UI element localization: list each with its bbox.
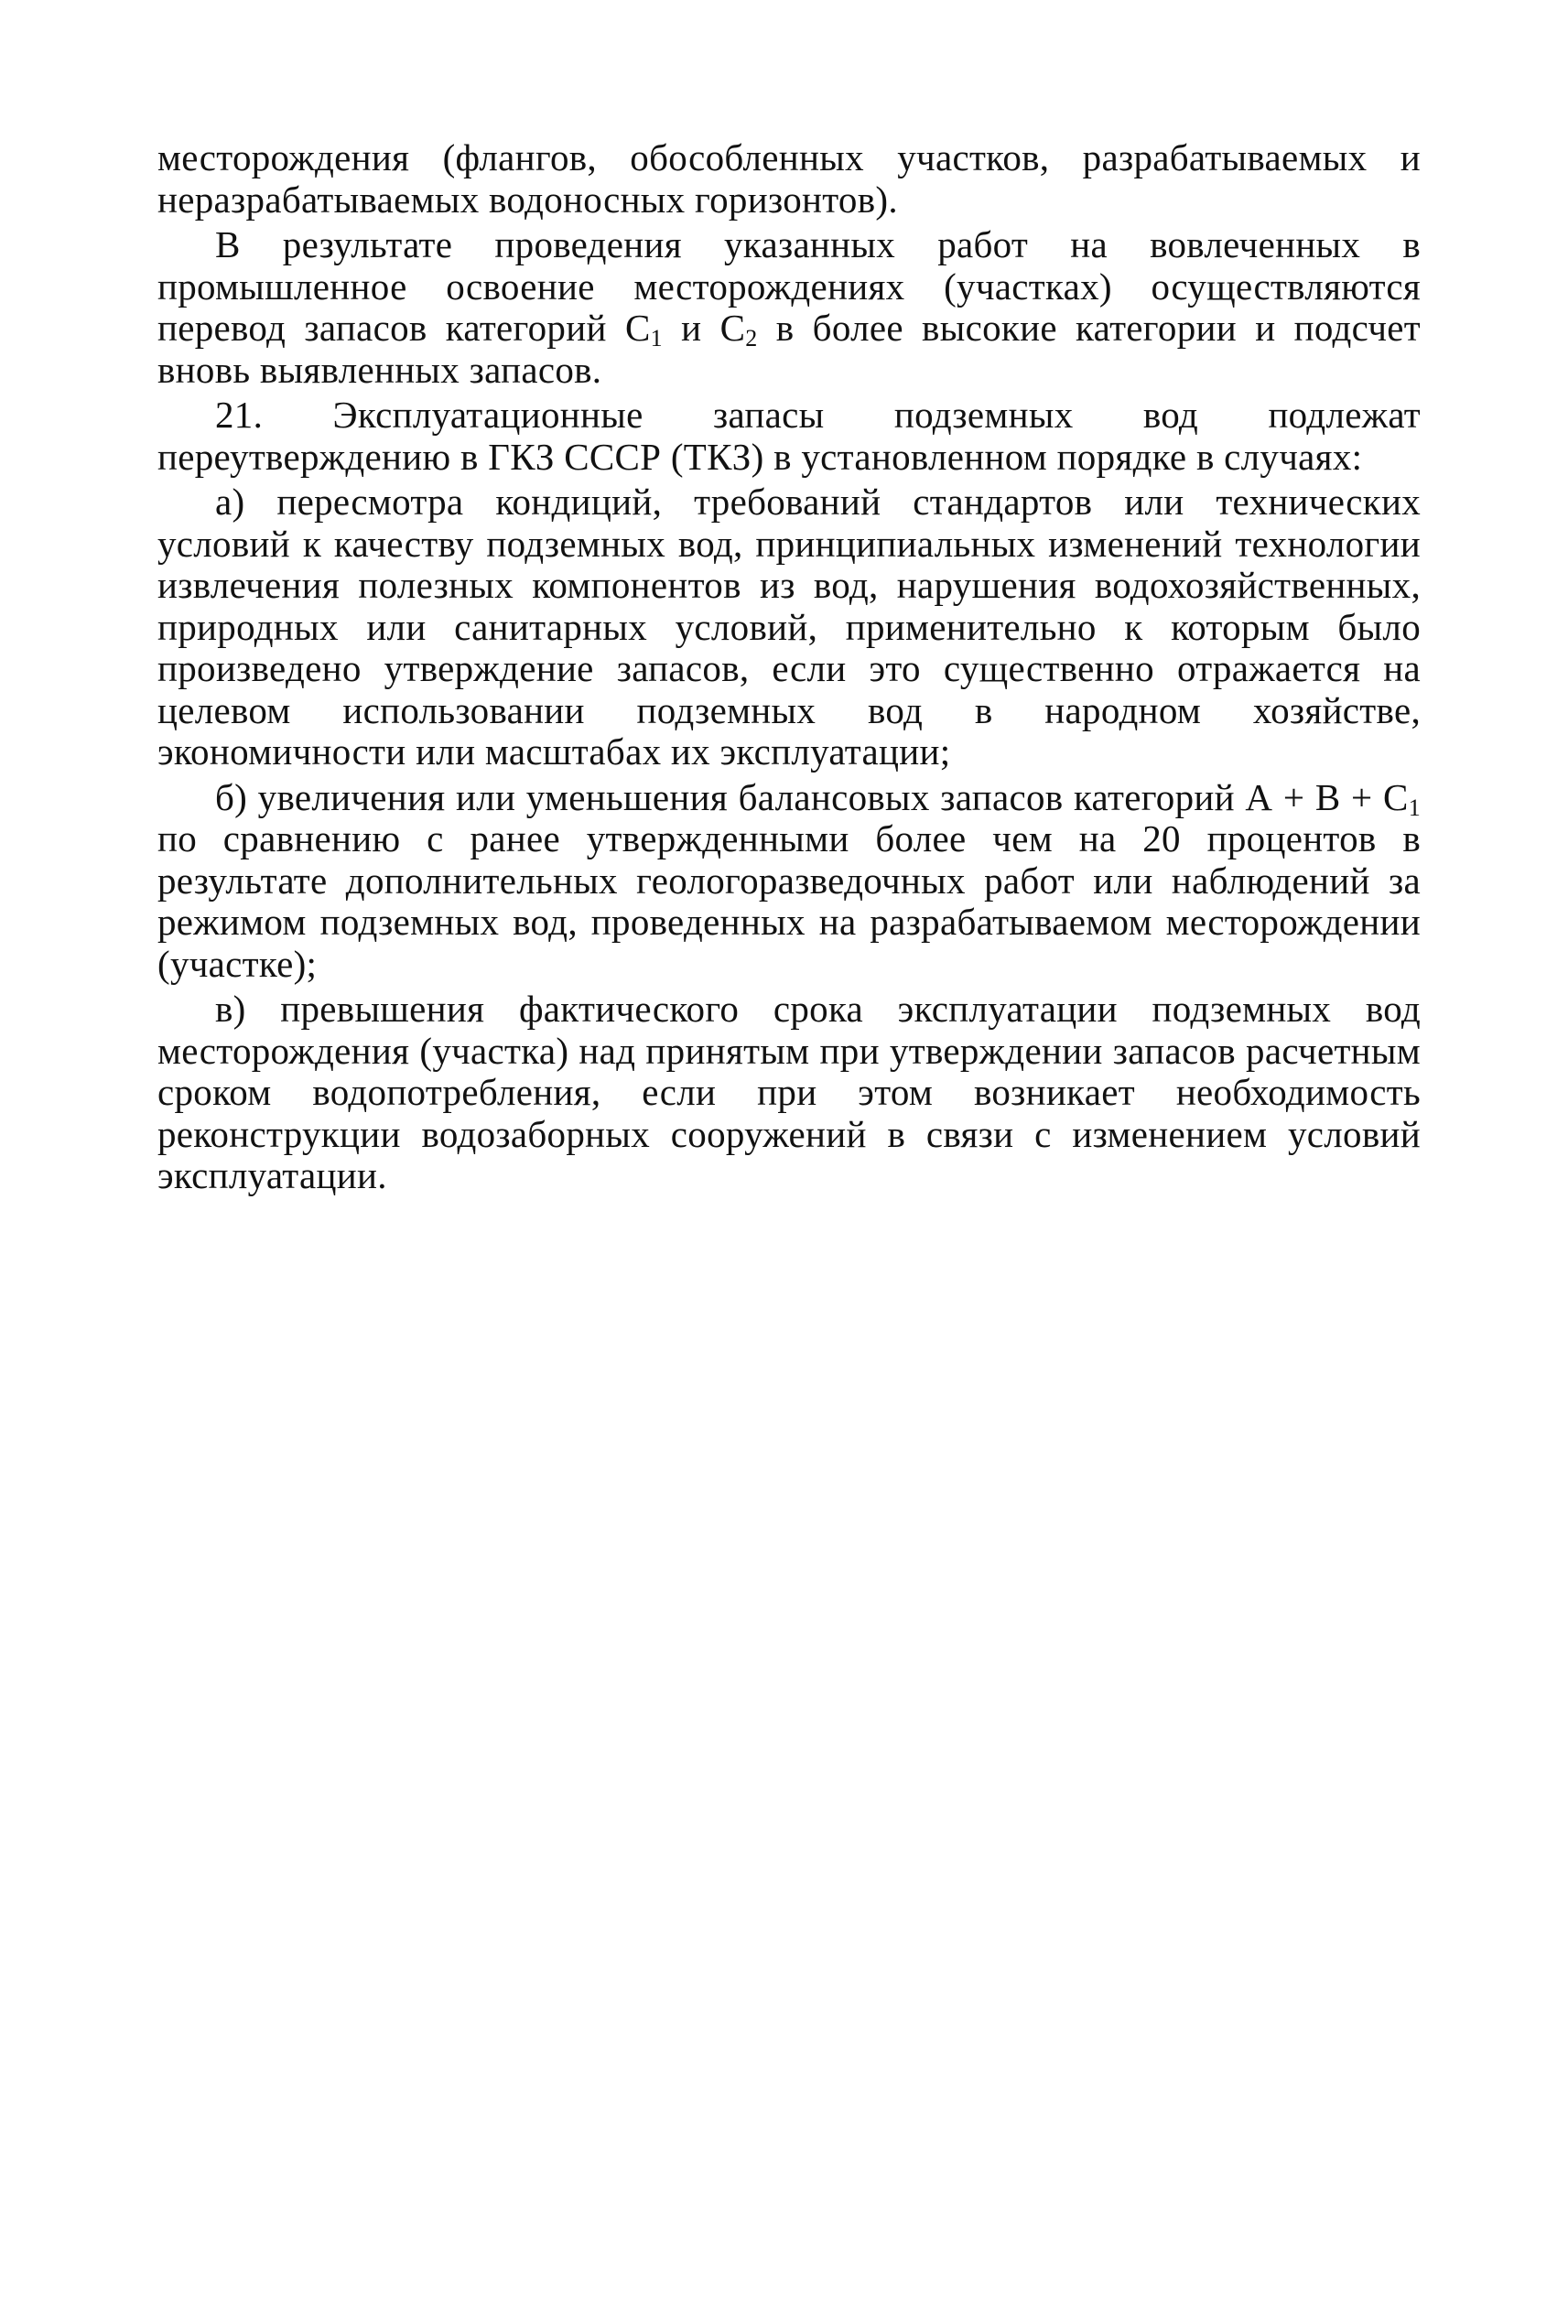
text-run: В результате проведения указанных работ на вовлеченных в промышленное освоение месторождениях (участках) осуществляются перевод запасов категорий С [157,223,1421,349]
paragraph-continuation [157,137,1421,221]
text-run: в более высокие категории и подсчет вновь выявленных запасов. [157,307,1421,391]
text-run: 21. Эксплуатационные запасы подземных вод подлежат переутверждению в ГКЗ СССР (ТКЗ) в установленном порядке в случаях: [157,394,1421,478]
paragraph-item-v [157,989,1421,1197]
subscript: 1 [650,325,663,351]
text-run: в) превышения фактического срока эксплуатации подземных вод месторождения (участка) над принятым при утверждении запасов расчетным сроком водопотребления, если при этом возникает необходимость реконструкции водозаборных сооружений в связи с изменением условий эксплуатации. [157,988,1421,1196]
paragraph-item-b [157,777,1421,986]
text-run: а) пересмотра кондиций, требований стандартов или технических условий к качеству подземных вод, принципиальных изменений технологии извлечения полезных компонентов из вод, нарушения водохозяйственных, природных или санитарных условий, применительно к которым было произведено утверждение запасов, если это существенно отражается на целевом использовании подземных вод в народном хозяйстве, экономичности или масштабах их эксплуатации; [157,481,1421,773]
subscript: 2 [745,325,758,351]
text-run: б) увеличения или уменьшения балансовых запасов категорий А + В + С [215,775,1409,818]
paragraph-item-a [157,481,1421,773]
text-run: и С [662,307,746,349]
text-run: по сравнению с ранее утвержденными более чем на 20 процентов в результате дополнительных геологоразведочных работ или наблюдений за режимом подземных вод, проведенных на разрабатываемом месторождении (участке); [157,817,1421,985]
document-page [157,137,1421,1201]
subscript: 1 [1408,794,1421,821]
text-run: месторождения (флангов, обособленных участков, разрабатываемых и неразрабатываемых водоносных горизонтов). [157,136,1421,221]
paragraph-results [157,224,1421,391]
paragraph-clause-21 [157,395,1421,478]
